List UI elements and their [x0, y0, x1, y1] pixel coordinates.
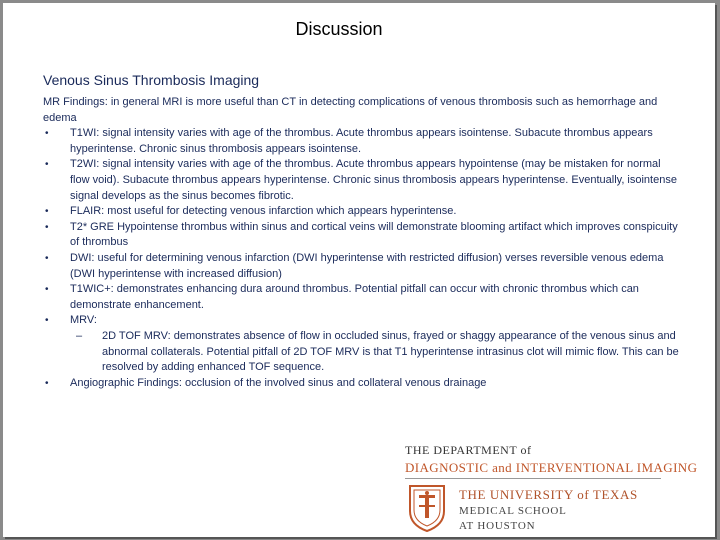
logo-city-line: AT HOUSTON	[459, 520, 536, 532]
bullet-t2-gre: • T2* GRE Hypointense thrombus within sinus and cortical veins will demonstrate blooming artifact which improves conspicuity of thrombus	[43, 220, 683, 251]
bullet-flair: • FLAIR: most useful for detecting venous infarction which appears hyperintense.	[43, 204, 683, 220]
bullet-angiographic: • Angiographic Findings: occlusion of the involved sinus and collateral venous drainage	[43, 376, 683, 392]
logo-dept-line2: DIAGNOSTIC and INTERVENTIONAL IMAGING	[405, 460, 698, 475]
logo-dept-line1: THE DEPARTMENT of	[405, 443, 532, 457]
department-logo	[401, 443, 698, 537]
bullet-mrv-label: MRV:	[70, 314, 97, 327]
bullet-dwi: • DWI: useful for determining venous infarction (DWI hyperintense with restricted diffusion) verses reversible venous edema (DWI hyperintense with increased diffusion)	[43, 251, 683, 282]
slide-title: Discussion	[295, 19, 383, 39]
logo-school-line: MEDICAL SCHOOL	[459, 505, 567, 517]
logo-university-line: THE UNIVERSITY of TEXAS	[459, 487, 638, 502]
bullet-mrv	[43, 313, 683, 375]
mrv-sublist	[70, 329, 683, 376]
slide	[3, 3, 715, 537]
bullet-list	[43, 126, 683, 391]
bullet-t1wic: • T1WIC+: demonstrates enhancing dura around thrombus. Potential pitfall can occur with chronic thrombus which can demonstrate enhancement.	[43, 282, 683, 313]
sub-bullet-2d-tof: – 2D TOF MRV: demonstrates absence of flow in occluded sinus, frayed or shaggy appearance of the venous sinus and abnormal collaterals. Potential pitfall of 2D TOF MRV is that T1 hyperintense intrasinus clot will mimic flow. This can be resolved by adding enhanced TOF sequence.	[70, 329, 683, 376]
bullet-t2wi: • T2WI: signal intensity varies with age of the thrombus. Acute thrombus appears hypointense (may be mistaken for normal flow void). Subacute thrombus appears hyperintense. Chronic sinus thrombosis appears hyperintense. Eventually, isointense signal develops as the sinus becomes fibrotic.	[43, 157, 683, 204]
university-seal-icon	[407, 483, 447, 533]
bullet-t1wi: • T1WI: signal intensity varies with age of the thrombus. Acute thrombus appears isointense. Subacute thrombus appears hyperintense. Chronic sinus thrombosis appears isointense.	[43, 126, 683, 157]
intro-text: MR Findings: in general MRI is more useful than CT in detecting complications of venous thrombosis such as hemorrhage and edema	[43, 96, 658, 124]
slide-subtitle: Venous Sinus Thrombosis Imaging	[43, 72, 260, 88]
slide-content	[43, 95, 683, 391]
logo-divider	[405, 478, 661, 479]
